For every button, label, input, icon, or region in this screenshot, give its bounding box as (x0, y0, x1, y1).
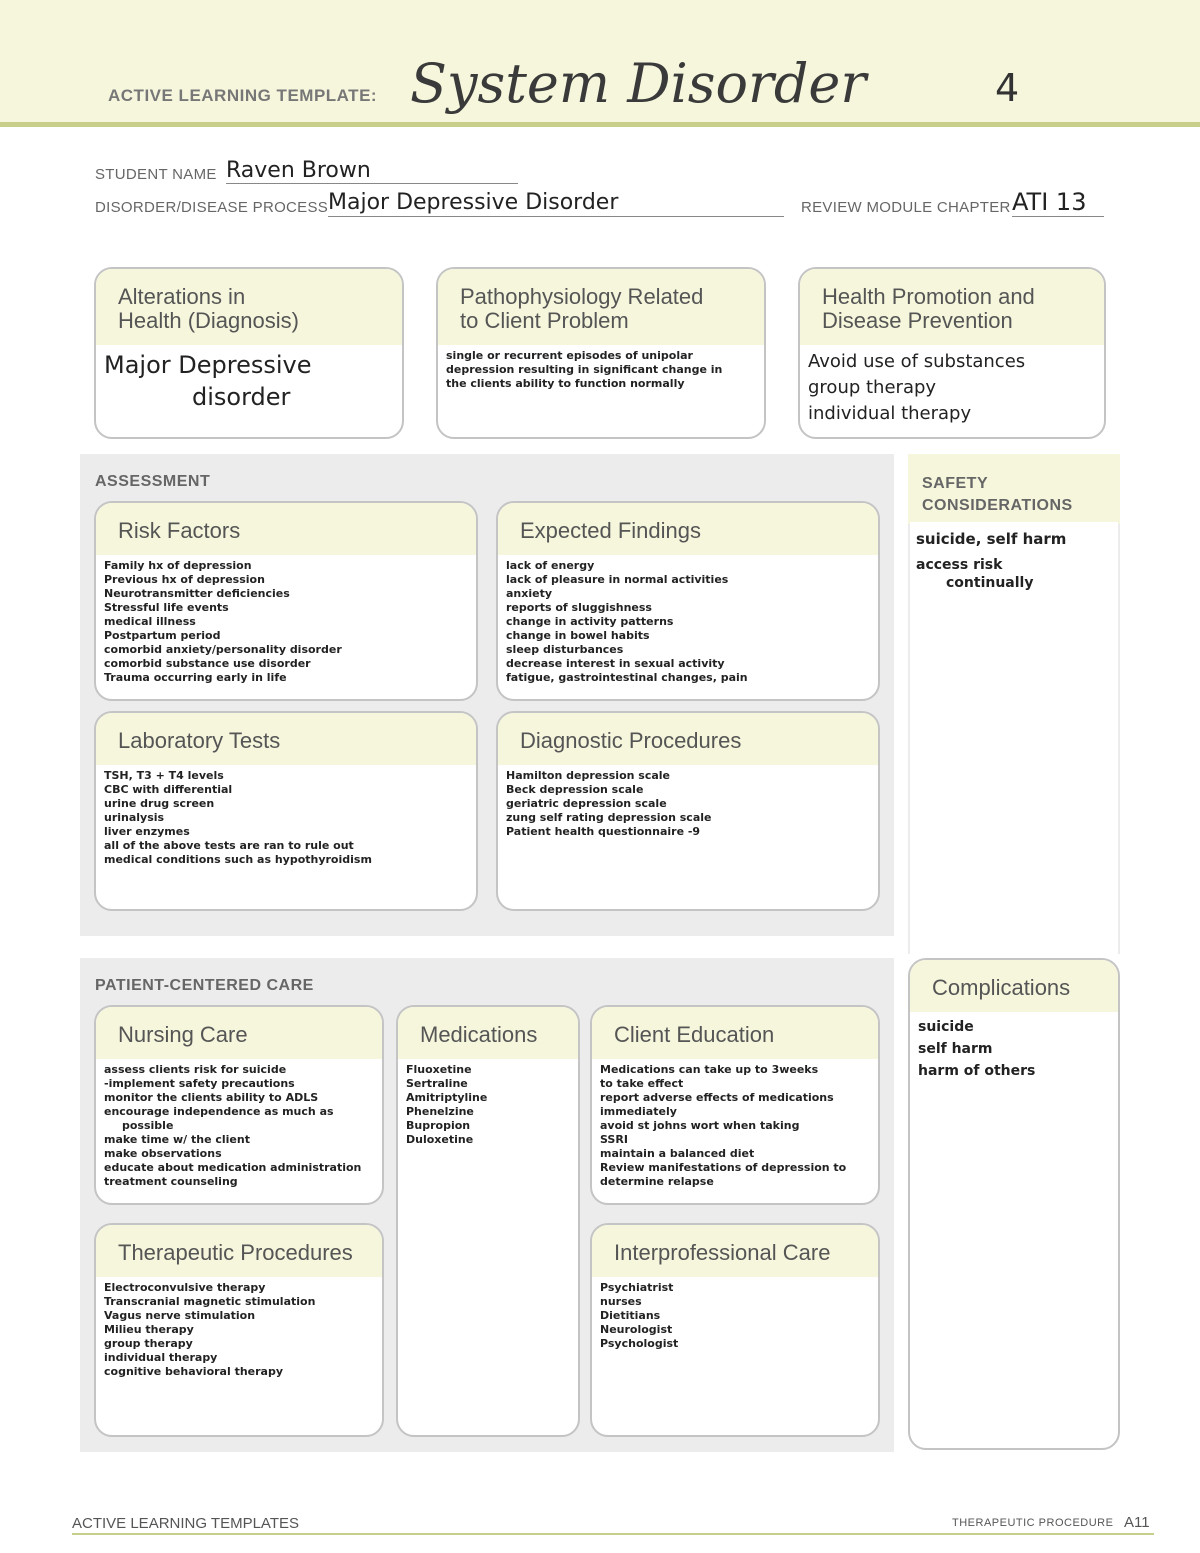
alterations-box (94, 267, 404, 439)
interprofessional-care-box (590, 1223, 880, 1437)
text-line: encourage independence as much as (104, 1105, 334, 1118)
health-promotion-title-line: Health Promotion and (822, 284, 1035, 309)
pathophysiology-title-line: Pathophysiology Related (460, 284, 704, 309)
diagnostic-procedures-content (498, 765, 878, 843)
text-line: individual therapy (104, 1351, 218, 1364)
expected-findings-content (498, 555, 878, 689)
text-line: Duloxetine (406, 1133, 474, 1146)
text-line: Neurotransmitter deficiencies (104, 587, 290, 600)
alterations-content (96, 345, 402, 417)
complications-box (908, 958, 1120, 1450)
complications-content (910, 1012, 1118, 1086)
text-line: immediately (600, 1105, 677, 1118)
header-rule (0, 122, 1200, 127)
health-promotion-box (798, 267, 1106, 439)
risk-factors-box (94, 501, 478, 701)
pathophysiology-content (438, 345, 764, 395)
text-line: Family hx of depression (104, 559, 252, 572)
assessment-label: ASSESSMENT (95, 473, 211, 490)
text-line: avoid st johns wort when taking (600, 1119, 800, 1132)
text-line: Neurologist (600, 1323, 673, 1336)
medications-title: Medications (398, 1007, 578, 1059)
text-line: liver enzymes (104, 825, 190, 838)
text-line: group therapy (808, 377, 937, 398)
health-promotion-title (800, 269, 1104, 345)
laboratory-tests-title: Laboratory Tests (96, 713, 476, 765)
text-line: sleep disturbances (506, 643, 624, 656)
pathophysiology-title (438, 269, 764, 345)
text-line: depression resulting in significant change in (446, 363, 723, 376)
text-line: individual therapy (808, 403, 972, 424)
safety-label (922, 473, 1073, 517)
therapeutic-procedures-box (94, 1223, 384, 1437)
therapeutic-procedures-title: Therapeutic Procedures (96, 1225, 382, 1277)
text-line: make time w/ the client (104, 1133, 250, 1146)
text-line: Hamilton depression scale (506, 769, 671, 782)
complications-title: Complications (910, 960, 1118, 1012)
health-promotion-title-line: Disease Prevention (822, 308, 1013, 334)
patient-care-label: PATIENT-CENTERED CARE (95, 977, 314, 994)
text-line: all of the above tests are ran to rule out (104, 839, 354, 852)
footer-page-number: A11 (1124, 1514, 1150, 1531)
text-line: cognitive behavioral therapy (104, 1365, 284, 1378)
student-name-field (226, 158, 518, 184)
text-line: reports of sluggishness (506, 601, 652, 614)
text-line: Psychologist (600, 1337, 679, 1350)
text-line: change in bowel habits (506, 629, 650, 642)
footer-rule (72, 1533, 1154, 1535)
footer-right: THERAPEUTIC PROCEDURE (952, 1517, 1114, 1529)
text-line: comorbid anxiety/personality disorder (104, 643, 342, 656)
diagnostic-procedures-title: Diagnostic Procedures (498, 713, 878, 765)
health-promotion-content (800, 345, 1104, 431)
text-line: Amitriptyline (406, 1091, 488, 1104)
pathophysiology-title-line: to Client Problem (460, 308, 629, 334)
chapter-label: REVIEW MODULE CHAPTER (801, 199, 1011, 216)
client-education-box (590, 1005, 880, 1205)
interprofessional-care-title: Interprofessional Care (592, 1225, 878, 1277)
alterations-title-line: Alterations in (118, 284, 246, 309)
text-line: Medications can take up to 3weeks (600, 1063, 819, 1076)
alterations-title-line: Health (Diagnosis) (118, 308, 299, 334)
laboratory-tests-content (96, 765, 476, 871)
interprofessional-care-content (592, 1277, 878, 1355)
medications-box (396, 1005, 580, 1437)
text-line: Avoid use of substances (808, 351, 1026, 372)
text-line: SSRI (600, 1133, 628, 1146)
text-line: Phenelzine (406, 1105, 474, 1118)
text-line: make observations (104, 1147, 222, 1160)
text-line: Review manifestations of depression to (600, 1161, 847, 1174)
template-number: 4 (995, 66, 1020, 110)
template-title: System Disorder (410, 52, 867, 115)
text-line: change in activity patterns (506, 615, 674, 628)
text-line: -implement safety precautions (104, 1077, 295, 1090)
text-line: lack of energy (506, 559, 595, 572)
text-line: continually (946, 575, 1034, 591)
text-line: medical conditions such as hypothyroidism (104, 853, 372, 866)
text-line: Sertraline (406, 1077, 468, 1090)
chapter-value: ATI 13 (1012, 188, 1087, 216)
text-line: harm of others (918, 1063, 1036, 1079)
text-line: single or recurrent episodes of unipolar (446, 349, 693, 362)
text-line: Milieu therapy (104, 1323, 194, 1336)
text-line: nurses (600, 1295, 642, 1308)
text-line: to take effect (600, 1077, 684, 1090)
footer-left: ACTIVE LEARNING TEMPLATES (72, 1515, 299, 1532)
nursing-care-box (94, 1005, 384, 1205)
safety-label-line: SAFETY (922, 475, 989, 492)
laboratory-tests-box (94, 711, 478, 911)
text-line: Postpartum period (104, 629, 221, 642)
text-line: Vagus nerve stimulation (104, 1309, 256, 1322)
text-line: self harm (918, 1041, 993, 1057)
text-line: suicide, self harm (916, 530, 1067, 548)
text-line: medical illness (104, 615, 196, 628)
text-line: Bupropion (406, 1119, 471, 1132)
alterations-title (96, 269, 402, 345)
safety-label-line: CONSIDERATIONS (922, 497, 1073, 514)
pathophysiology-box (436, 267, 766, 439)
safety-content (910, 522, 1118, 954)
text-line: fatigue, gastrointestinal changes, pain (506, 671, 748, 684)
text-line: treatment counseling (104, 1175, 238, 1188)
text-line: group therapy (104, 1337, 193, 1350)
medications-content (398, 1059, 578, 1151)
text-line: report adverse effects of medications (600, 1091, 834, 1104)
text-line: Transcranial magnetic stimulation (104, 1295, 316, 1308)
text-line: lack of pleasure in normal activities (506, 573, 729, 586)
text-line: disorder (192, 383, 291, 411)
text-line: Stressful life events (104, 601, 229, 614)
text-line: urine drug screen (104, 797, 215, 810)
student-name-label: STUDENT NAME (95, 166, 217, 183)
text-line: possible (122, 1119, 174, 1132)
template-label: ACTIVE LEARNING TEMPLATE: (108, 86, 378, 105)
text-line: access risk (916, 557, 1003, 573)
therapeutic-procedures-content (96, 1277, 382, 1383)
client-education-title: Client Education (592, 1007, 878, 1059)
risk-factors-content (96, 555, 476, 689)
text-line: Major Depressive (104, 351, 312, 379)
text-line: TSH, T3 + T4 levels (104, 769, 224, 782)
nursing-care-content (96, 1059, 382, 1193)
disorder-value: Major Depressive Disorder (328, 190, 619, 215)
text-line: comorbid substance use disorder (104, 657, 311, 670)
chapter-field (1012, 188, 1104, 217)
risk-factors-title: Risk Factors (96, 503, 476, 555)
text-line: decrease interest in sexual activity (506, 657, 725, 670)
text-line: urinalysis (104, 811, 165, 824)
text-line: CBC with differential (104, 783, 233, 796)
text-line: Beck depression scale (506, 783, 644, 796)
nursing-care-title: Nursing Care (96, 1007, 382, 1059)
text-line: suicide (918, 1019, 974, 1035)
text-line: the clients ability to function normally (446, 377, 685, 390)
text-line: Electroconvulsive therapy (104, 1281, 266, 1294)
text-line: zung self rating depression scale (506, 811, 712, 824)
text-line: Dietitians (600, 1309, 661, 1322)
client-education-content (592, 1059, 878, 1193)
disorder-field (328, 190, 784, 217)
disorder-label: DISORDER/DISEASE PROCESS (95, 199, 329, 216)
text-line: Psychiatrist (600, 1281, 674, 1294)
text-line: Trauma occurring early in life (104, 671, 287, 684)
text-line: Previous hx of depression (104, 573, 265, 586)
expected-findings-title: Expected Findings (498, 503, 878, 555)
text-line: anxiety (506, 587, 553, 600)
student-name-value: Raven Brown (226, 158, 371, 183)
diagnostic-procedures-box (496, 711, 880, 911)
text-line: geriatric depression scale (506, 797, 667, 810)
text-line: assess clients risk for suicide (104, 1063, 287, 1076)
text-line: determine relapse (600, 1175, 714, 1188)
text-line: Fluoxetine (406, 1063, 472, 1076)
text-line: Patient health questionnaire -9 (506, 825, 701, 838)
expected-findings-box (496, 501, 880, 701)
text-line: monitor the clients ability to ADLS (104, 1091, 319, 1104)
text-line: educate about medication administration (104, 1161, 362, 1174)
text-line: maintain a balanced diet (600, 1147, 755, 1160)
